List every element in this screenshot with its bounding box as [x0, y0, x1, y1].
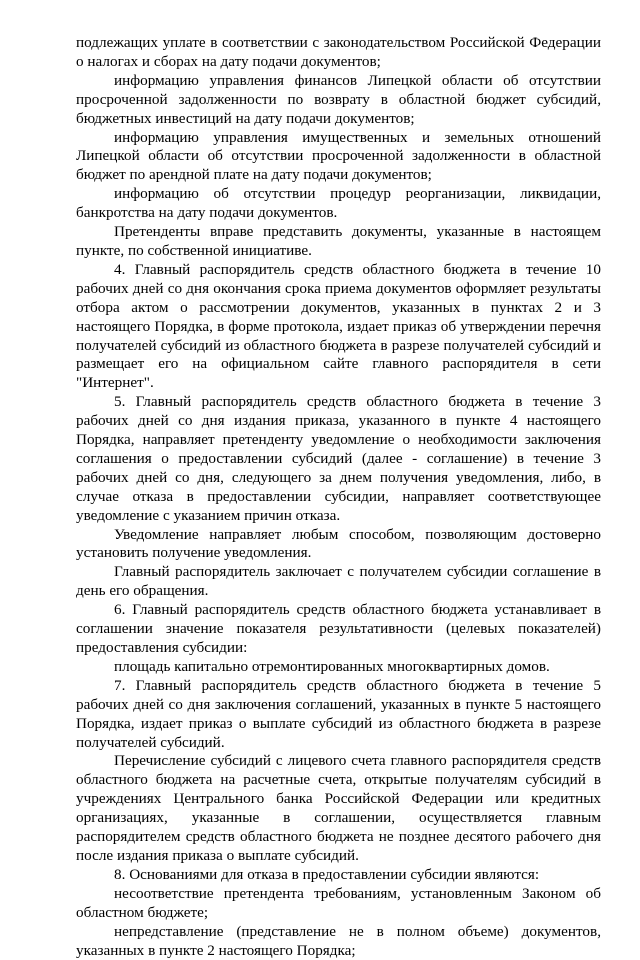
paragraph-agreement-day: Главный распорядитель заключает с получателем субсидии соглашение в день его обращения. [76, 563, 601, 600]
paragraph-continuation-taxes: подлежащих уплате в соответствии с законодательством Российской Федерации о налогах и сборах на дату подачи документов; [76, 34, 601, 70]
paragraph-item-4: 4. Главный распорядитель средств областного бюджета в течение 10 рабочих дней со дня окончания срока приема документов оформляет результаты отбора актом о рассмотрении документов, указанных в пунктах 2 и 3 настоящего Порядка, в форме протокола, издает приказ об утверждении перечня получателей субсидий из областного бюджета в разрезе получателей субсидий и размещает его на официальном сайте главного распорядителя в сети "Интернет". [76, 260, 601, 392]
paragraph-item-8: 8. Основаниями для отказа в предоставлении субсидии являются: [114, 865, 540, 883]
paragraph-own-initiative: Претенденты вправе представить документы, указанные в настоящем пункте, по собственной инициативе. [76, 223, 601, 259]
paragraph-property-info: информацию управления имущественных и земельных отношений Липецкой области об отсутствии просроченной задолженности в областной бюджет по арендной плате на дату подачи документов; [76, 128, 601, 184]
paragraph-refusal-documents: непредставление (представление не в полном объеме) документов, указанных в пункте 2 настоящего Порядка; [76, 922, 601, 959]
paragraph-item-5: 5. Главный распорядитель средств областного бюджета в течение 3 рабочих дней со дня издания приказа, указанного в пункте 4 настоящего Порядка, направляет претенденту уведомление о необходимости заключения соглашения о предоставлении субсидий (далее - соглашение) в течение 3 рабочих дней со дня, следующего за днем получения уведомления, либо, в случае отказа в предоставлении субсидии, направляет соответствующее уведомление с указанием причин отказа. [76, 393, 601, 524]
paragraph-finance-info: информацию управления финансов Липецкой области об отсутствии просроченной задолженности по возврату в областной бюджет субсидий, бюджетных инвестиций на дату подачи документов; [76, 71, 601, 127]
paragraph-refusal-mismatch: несоответствие претендента требованиям, установленным Законом об областном бюджете; [76, 884, 601, 921]
paragraph-item-7: 7. Главный распорядитель средств областного бюджета в течение 5 рабочих дней со дня заключения соглашений, указанных в пункте 5 настоящего Порядка, издает приказ о выплате субсидий из областного бюджета в разрезе получателей субсидий. [76, 676, 601, 751]
document-page [76, 34, 601, 960]
paragraph-reorganization-info: информацию об отсутствии процедур реорганизации, ликвидации, банкротства на дату подачи документов. [76, 185, 601, 222]
paragraph-item-6: 6. Главный распорядитель средств областного бюджета устанавливает в соглашении значение показателя результативности (целевых показателей) предоставления субсидии: [76, 601, 601, 656]
paragraph-notification-method: Уведомление направляет любым способом, позволяющим достоверно установить получение уведомления. [76, 525, 601, 562]
paragraph-indicator: площадь капитально отремонтированных многоквартирных домов. [114, 657, 550, 675]
paragraph-transfer: Перечисление субсидий с лицевого счета главного распорядителя средств областного бюджета на расчетные счета, открытые получателям субсидий в учреждениях Центрального банка Российской Федерации или кредитных организациях, указанные в соглашении, осуществляется главным распорядителем средств областного бюджета не позднее десятого рабочего дня после издания приказа о выплате субсидий. [76, 752, 601, 864]
